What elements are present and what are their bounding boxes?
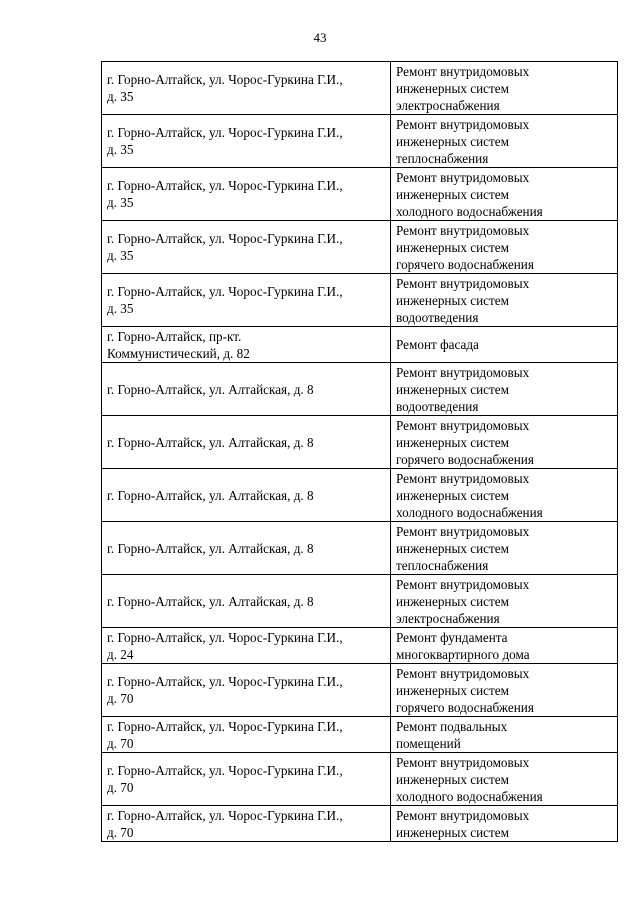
address-text: г. Горно-Алтайск, ул. Чорос-Гуркина Г.И., д. 35: [107, 231, 343, 263]
work-type-text: Ремонт внутридомовых инженерных систем горячего водоснабжения: [396, 665, 534, 715]
address-cell: [102, 628, 391, 664]
work-type-text: Ремонт внутридомовых инженерных систем теплоснабжения: [396, 523, 530, 573]
work-type-text: Ремонт внутридомовых инженерных систем теплоснабжения: [396, 116, 530, 166]
work-type-cell: [391, 522, 618, 575]
address-text: г. Горно-Алтайск, ул. Алтайская, д. 8: [107, 540, 314, 556]
work-type-text: Ремонт внутридомовых инженерных систем холодного водоснабжения: [396, 169, 543, 219]
table-row: [102, 717, 618, 753]
address-cell: [102, 62, 391, 115]
address-cell: [102, 469, 391, 522]
address-text: г. Горно-Алтайск, ул. Алтайская, д. 8: [107, 434, 314, 450]
work-type-cell: [391, 416, 618, 469]
address-cell: [102, 327, 391, 363]
work-type-cell: [391, 575, 618, 628]
address-text: г. Горно-Алтайск, ул. Чорос-Гуркина Г.И., д. 70: [107, 807, 343, 840]
work-type-cell: [391, 115, 618, 168]
work-type-cell: [391, 753, 618, 806]
work-type-cell: [391, 628, 618, 664]
work-type-text: Ремонт внутридомовых инженерных систем холодного водоснабжения: [396, 754, 543, 804]
work-type-text: Ремонт подвальных помещений: [396, 718, 508, 751]
page-number: 43: [313, 30, 327, 45]
table-row: [102, 522, 618, 575]
address-cell: [102, 168, 391, 221]
work-type-text: Ремонт внутридомовых инженерных систем горячего водоснабжения: [396, 417, 534, 467]
address-text: г. Горно-Алтайск, ул. Чорос-Гуркина Г.И., д. 35: [107, 178, 343, 210]
work-type-text: Ремонт внутридомовых инженерных систем водоотведения: [396, 275, 530, 325]
work-type-cell: [391, 221, 618, 274]
address-cell: [102, 363, 391, 416]
work-type-text: Ремонт внутридомовых инженерных систем горячего водоснабжения: [396, 222, 534, 272]
work-type-cell: [391, 664, 618, 717]
table-row: [102, 221, 618, 274]
table-row: [102, 327, 618, 363]
table-row: [102, 806, 618, 842]
work-type-cell: [391, 469, 618, 522]
address-cell: [102, 717, 391, 753]
table-row: [102, 628, 618, 664]
table-row: [102, 416, 618, 469]
address-text: г. Горно-Алтайск, ул. Чорос-Гуркина Г.И., д. 24: [107, 629, 343, 662]
address-text: г. Горно-Алтайск, ул. Чорос-Гуркина Г.И., д. 70: [107, 763, 343, 795]
address-cell: [102, 664, 391, 717]
address-cell: [102, 274, 391, 327]
address-text: г. Горно-Алтайск, ул. Чорос-Гуркина Г.И., д. 35: [107, 284, 343, 316]
work-type-text: Ремонт внутридомовых инженерных систем электроснабжения: [396, 63, 530, 113]
address-cell: [102, 806, 391, 842]
table-row: [102, 115, 618, 168]
address-cell: [102, 221, 391, 274]
work-type-cell: [391, 717, 618, 753]
address-text: г. Горно-Алтайск, ул. Чорос-Гуркина Г.И., д. 35: [107, 125, 343, 157]
address-text: г. Горно-Алтайск, ул. Алтайская, д. 8: [107, 381, 314, 397]
table-row: [102, 168, 618, 221]
work-type-cell: [391, 168, 618, 221]
address-text: г. Горно-Алтайск, ул. Чорос-Гуркина Г.И., д. 70: [107, 718, 343, 751]
table-row: [102, 274, 618, 327]
work-type-cell: [391, 806, 618, 842]
work-type-cell: [391, 274, 618, 327]
works-table-body: [102, 62, 618, 842]
works-table: [101, 61, 618, 842]
work-type-text: Ремонт внутридомовых инженерных систем электроснабжения: [396, 576, 530, 626]
address-text: г. Горно-Алтайск, ул. Чорос-Гуркина Г.И., д. 35: [107, 72, 343, 104]
address-cell: [102, 753, 391, 806]
table-row: [102, 575, 618, 628]
table-row: [102, 469, 618, 522]
address-text: г. Горно-Алтайск, ул. Алтайская, д. 8: [107, 487, 314, 503]
address-text: г. Горно-Алтайск, пр-кт. Коммунистический, д. 82: [107, 328, 250, 361]
address-cell: [102, 416, 391, 469]
work-type-text: Ремонт фундамента многоквартирного дома: [396, 629, 530, 662]
work-type-text: Ремонт фасада: [396, 337, 479, 352]
work-type-cell: [391, 327, 618, 363]
address-cell: [102, 522, 391, 575]
address-text: г. Горно-Алтайск, ул. Чорос-Гуркина Г.И., д. 70: [107, 674, 343, 706]
table-row: [102, 753, 618, 806]
work-type-text: Ремонт внутридомовых инженерных систем: [396, 807, 530, 840]
table-row: [102, 62, 618, 115]
table-row: [102, 363, 618, 416]
work-type-text: Ремонт внутридомовых инженерных систем водоотведения: [396, 364, 530, 414]
address-text: г. Горно-Алтайск, ул. Алтайская, д. 8: [107, 593, 314, 609]
address-cell: [102, 115, 391, 168]
work-type-cell: [391, 62, 618, 115]
table-row: [102, 664, 618, 717]
address-cell: [102, 575, 391, 628]
work-type-cell: [391, 363, 618, 416]
work-type-text: Ремонт внутридомовых инженерных систем холодного водоснабжения: [396, 470, 543, 520]
